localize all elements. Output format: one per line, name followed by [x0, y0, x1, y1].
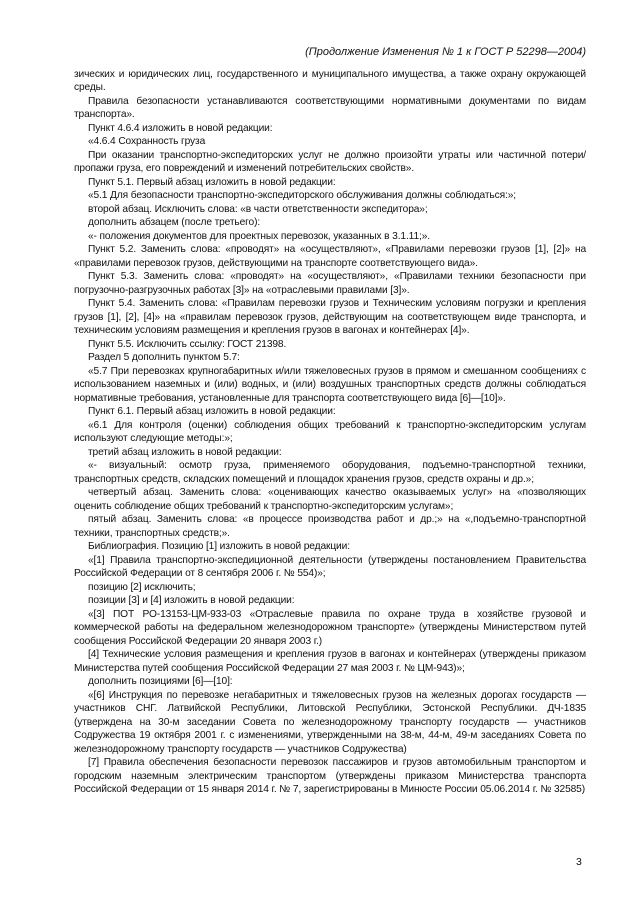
paragraph: четвертый абзац. Заменить слова: «оценивающих качество оказываемых услуг» на «позволяющих оценить соблюдение общих требований к транспортно-экспедиторским услугам»;: [74, 487, 586, 512]
page-header: (Продолжение Изменения № 1 к ГОСТ Р 52298—2004): [305, 46, 586, 58]
paragraph: При оказании транспортно-экспедиторских услуг не должно произойти утраты или частичной потери/пропажи груза, его повреждений и изменений потребительских свойств».: [74, 149, 586, 174]
paragraph: Пункт 5.4. Заменить слова: «Правилам перевозки грузов и Техническим условиям погрузки и крепления грузов [1], [2], [4]» на «правилам перевозок грузов, действующим на соответствующем виде транспорта, и техническим условиям размещения и крепления грузов в вагонах и контейнерах [4]».: [74, 298, 586, 336]
paragraph: «5.1 Для безопасности транспортно-экспедиторского обслуживания должны соблюдаться:»;: [88, 190, 516, 201]
paragraph: «6.1 Для контроля (оценки) соблюдения общих требований к транспортно-экспедиторским услугам используют следующие методы:»;: [74, 419, 586, 444]
paragraph: «5.7 При перевозках крупногабаритных и/или тяжеловесных грузов в прямом и смешанном сообщениях с использованием наземных и (или) водных, и (или) воздушных транспортных средств должны соблюдаться нормативные требования, установленные для транспорта соответствующего вида [6]—[10]».: [74, 365, 586, 404]
paragraph: [4] Технические условия размещения и крепления грузов в вагонах и контейнерах (утверждены приказом Министерства путей сообщения Российской Федерации 27 мая 2003 г. № ЦМ-943)»;: [74, 649, 586, 674]
paragraph: [7] Правила обеспечения безопасности перевозок пассажиров и грузов автомобильным транспортом и городским наземным электрическим транспортом (утверждены приказом Министерства транспорта Российской Федерации от 15 января 2014 г. № 7, зарегистрированы в Минюсте России 05.06.2014 г. № 32585): [74, 757, 586, 795]
paragraph: Пункт 6.1. Первый абзац изложить в новой редакции:: [88, 406, 336, 417]
paragraph: «[6] Инструкция по перевозке негабаритных и тяжеловесных грузов на железных дорогах государств — участников СНГ. Латвийской Республики, Литовской Республики, Эстонской Республики. ДЧ-1835 (утверждена на 30-м заседании Совета по железнодорожному транспорту государств — участников Содружества 19 октября 2001 г. с изменениями, утвержденными на 38-м, 44-м, 49-м заседаниях Совета по железнодорожному транспорту государств — участников Содружества): [74, 689, 586, 755]
page-number: 3: [576, 856, 582, 868]
paragraph: позицию [2] исключить;: [88, 581, 196, 593]
body-text: [74, 68, 586, 797]
paragraph: позиции [3] и [4] изложить в новой редакции:: [88, 595, 295, 606]
paragraph: Пункт 5.5. Исключить ссылку: ГОСТ 21398.: [88, 338, 287, 350]
paragraph: дополнить абзацем (после третьего):: [88, 217, 261, 228]
paragraph: третий абзац изложить в новой редакции:: [88, 446, 282, 458]
paragraph: пятый абзац. Заменить слова: «в процессе производства работ и др.;» на «,подъемно-транспортной техники, транспортных средств;».: [74, 514, 586, 539]
paragraph: Библиография. Позицию [1] изложить в новой редакции:: [88, 541, 350, 552]
paragraph: «[1] Правила транспортно-экспедиционной деятельности (утверждены постановлением Правительства Российской Федерации от 8 сентября 2006 г. № 554)»;: [74, 554, 586, 579]
paragraph: дополнить позициями [6]—[10]:: [88, 676, 233, 687]
paragraph: Пункт 5.2. Заменить слова: «проводят» на «осуществляют», «Правилами перевозки грузов [1], [2]» на «правилами перевозок грузов, действующими на транспорте соответствующего вида».: [74, 244, 586, 269]
paragraph: зических и юридических лиц, государственного и муниципального имущества, а также охрану окружающей среды.: [74, 68, 586, 93]
paragraph: Правила безопасности устанавливаются соответствующими нормативными документами по видам транспорта».: [74, 95, 586, 120]
paragraph: Пункт 5.1. Первый абзац изложить в новой редакции:: [88, 176, 336, 188]
document-page: [74, 46, 586, 797]
paragraph: «- визуальный: осмотр груза, применяемого оборудования, подъемно-транспортной техники, транспортных средств, складских помещений и площадок хранения грузов, средств охраны и др.»;: [74, 460, 586, 485]
paragraph: второй абзац. Исключить слова: «в части ответственности экспедитора»;: [88, 203, 428, 215]
paragraph: Пункт 4.6.4 изложить в новой редакции:: [88, 122, 273, 134]
paragraph: Пункт 5.3. Заменить слова: «проводят» на «осуществляют», «Правилами техники безопасности при погрузочно-разгрузочных работах [3]» на «отраслевыми правилами [3]».: [74, 271, 586, 296]
paragraph: «[3] ПОТ РО-13153-ЦМ-933-03 «Отраслевые правила по охране труда в хозяйстве грузовой и коммерческой работы на федеральном железнодорожном транспорте» (утверждены Министерством путей сообщения Российской Федерации 20 января 2003 г.): [74, 608, 586, 647]
paragraph: «- положения документов для проектных перевозок, указанных в 3.1.11;».: [88, 230, 430, 242]
paragraph: Раздел 5 дополнить пунктом 5.7:: [88, 352, 240, 363]
paragraph: «4.6.4 Сохранность груза: [88, 136, 206, 147]
